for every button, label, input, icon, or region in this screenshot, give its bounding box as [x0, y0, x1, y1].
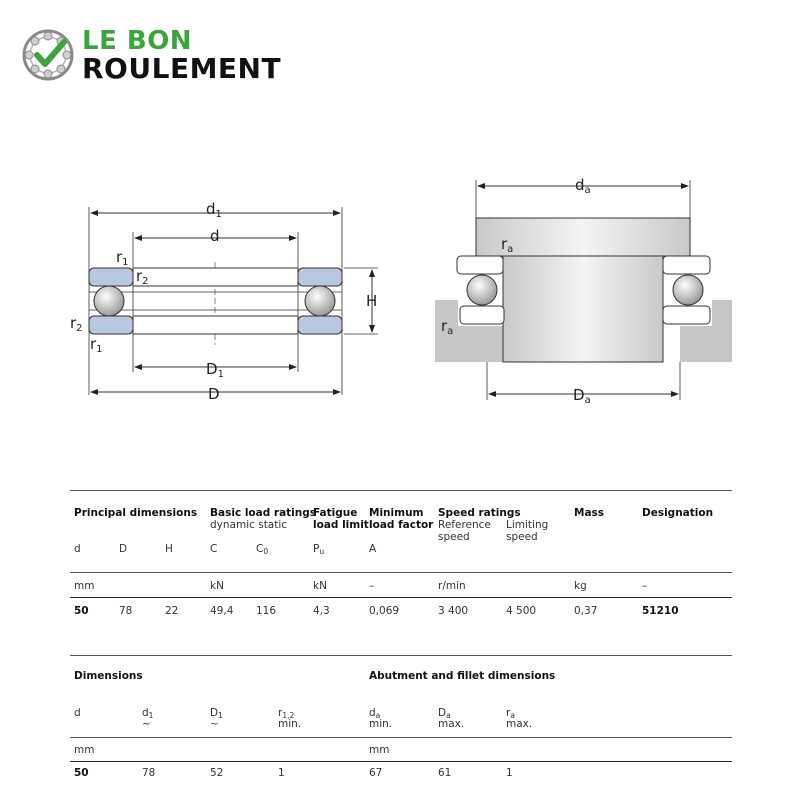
value-reference-speed: 3 400 [438, 605, 469, 617]
brand-logo [22, 26, 302, 86]
svg-text:D1: $D_1$ [206, 360, 224, 380]
header-limiting-2: speed [506, 531, 538, 543]
header-principal-dimensions: Principal dimensions [74, 507, 198, 519]
symbol-d: d [74, 707, 81, 719]
unit-kN-load: kN [210, 580, 224, 592]
logo-text-line1: LE BON [82, 26, 193, 56]
svg-text:D: D [208, 385, 220, 403]
svg-text:r2: $r_2$ [70, 314, 83, 334]
value-C: 49,4 [210, 605, 234, 617]
qualifier-d1: ~ [142, 718, 151, 730]
table-rule-units [70, 572, 732, 573]
value-limiting-speed: 4 500 [506, 605, 537, 617]
symbol-C0: $C_0$ [256, 543, 269, 556]
unit-rmin: r/min [438, 580, 466, 592]
symbol-Da: $D_a$ [438, 707, 451, 720]
table-rule-units [70, 737, 732, 738]
abutment-view [435, 180, 732, 400]
unit-mm-dimensions: mm [74, 744, 95, 756]
dimensions-table [70, 655, 732, 785]
header-basic-sub: dynamic static [210, 519, 288, 531]
value-ra: 1 [506, 767, 513, 779]
header-abutment: Abutment and fillet dimensions [369, 670, 556, 682]
qualifier-ra: max. [506, 718, 533, 730]
svg-text:da: $d_a$ [575, 176, 591, 196]
value-H: 22 [165, 605, 179, 617]
header-limiting-1: Limiting [506, 519, 549, 531]
header-speed-ratings: Speed ratings [438, 507, 521, 519]
svg-text:ra: $r_a$ [501, 235, 514, 255]
symbol-D1: $D_1$ [210, 707, 223, 720]
value-da: 67 [369, 767, 383, 779]
table-rule-data [70, 761, 732, 762]
logo-text-line2: ROULEMENT [82, 52, 282, 85]
unit-mm-abutment: mm [369, 744, 390, 756]
value-D1: 52 [210, 767, 224, 779]
symbol-Pu: $P_u$ [313, 543, 325, 556]
symbol-d: d [74, 543, 81, 555]
symbol-A: A [369, 543, 377, 555]
value-r12: 1 [278, 767, 285, 779]
svg-text:Da: $D_a$ [573, 386, 591, 406]
value-Pu: 4,3 [313, 605, 330, 617]
unit-kg: kg [574, 580, 587, 592]
ratings-table [70, 490, 732, 617]
svg-text:d: d [210, 227, 220, 245]
qualifier-r12: min. [278, 718, 302, 730]
table-rule-top [70, 490, 732, 491]
symbol-H: H [165, 543, 173, 555]
unit-dash-factor: – [369, 580, 375, 592]
header-mass: Mass [574, 507, 605, 519]
value-A: 0,069 [369, 605, 400, 617]
value-d1: 78 [142, 767, 156, 779]
table-rule-top [70, 655, 732, 656]
svg-text:H: H [366, 292, 378, 310]
svg-text:ra: $r_a$ [441, 317, 454, 337]
value-D: 78 [119, 605, 133, 617]
header-fatigue-2: load limit [313, 519, 369, 531]
qualifier-da: min. [369, 718, 393, 730]
unit-mm: mm [74, 580, 95, 592]
value-C0: 116 [256, 605, 277, 617]
svg-text:d1: $d_1$ [206, 200, 222, 220]
table-rule-data [70, 597, 732, 598]
value-Da: 61 [438, 767, 452, 779]
section-view [89, 207, 378, 395]
bearing-drawing [0, 160, 800, 410]
symbol-da: $d_a$ [369, 707, 381, 720]
qualifier-Da: max. [438, 718, 465, 730]
header-basic-load-ratings: Basic load ratings [210, 507, 317, 519]
value-mass: 0,37 [574, 605, 598, 617]
symbol-r12: $r_{1,2}$ [278, 707, 295, 720]
header-reference-1: Reference [438, 519, 491, 531]
symbol-C: C [210, 543, 218, 555]
value-designation: 51210 [642, 605, 679, 617]
symbol-ra: $r_a$ [506, 707, 515, 720]
svg-text:r1: $r_1$ [116, 248, 129, 268]
svg-text:r2: $r_2$ [136, 267, 149, 287]
unit-kN-fatigue: kN [313, 580, 327, 592]
svg-text:r1: $r_1$ [90, 335, 103, 355]
header-fatigue-1: Fatigue [313, 507, 358, 519]
value-d: 50 [74, 605, 89, 617]
header-dimensions: Dimensions [74, 670, 143, 682]
header-minimum-1: Minimum [369, 507, 424, 519]
header-minimum-2: load factor [369, 519, 434, 531]
symbol-D: D [119, 543, 128, 555]
symbol-d1: $d_1$ [142, 707, 154, 720]
header-reference-2: speed [438, 531, 470, 543]
qualifier-D1: ~ [210, 718, 219, 730]
value-d: 50 [74, 767, 89, 779]
bearing-check-icon [22, 28, 76, 82]
unit-dash-designation: – [642, 580, 648, 592]
header-designation: Designation [642, 507, 714, 519]
